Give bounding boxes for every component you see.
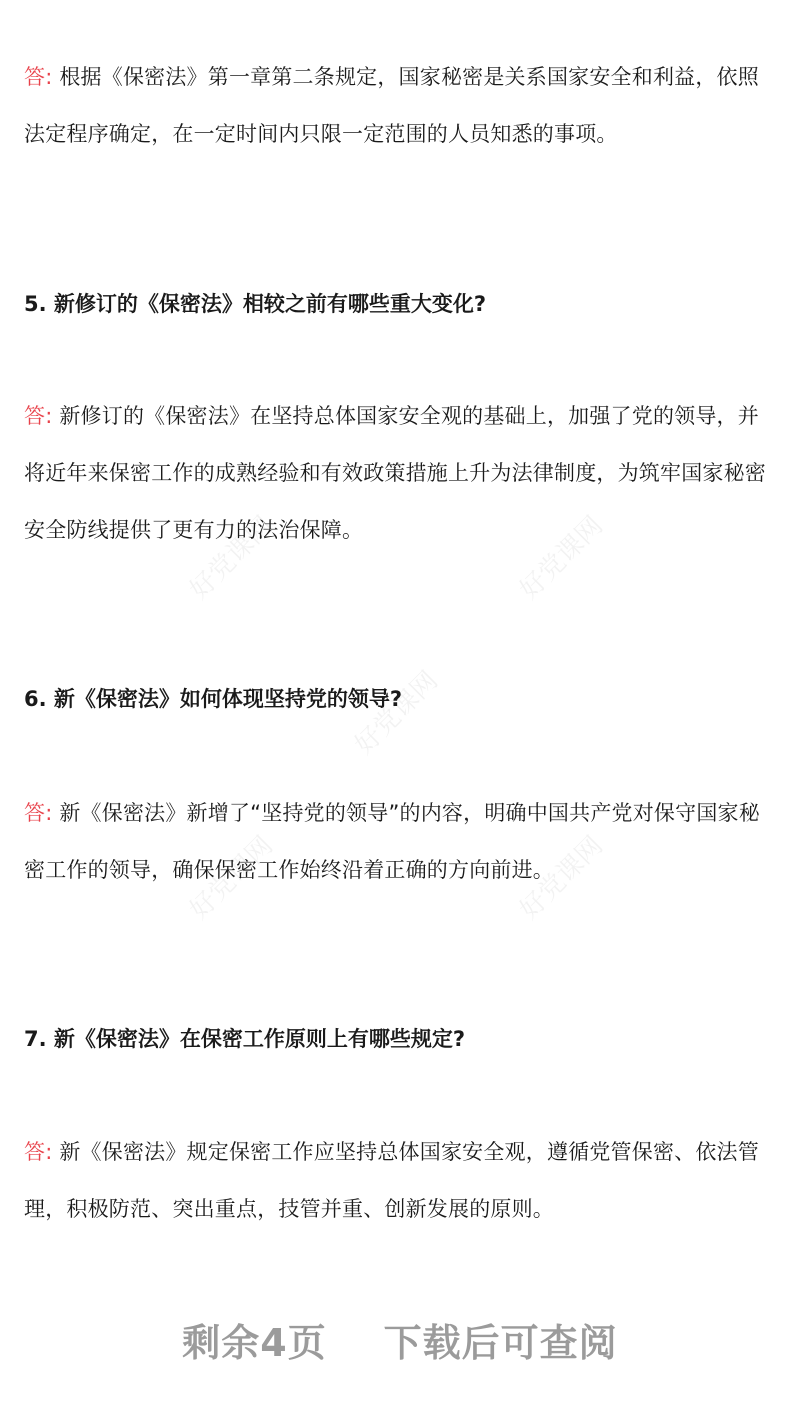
remaining-pages-notice — [0, 1312, 800, 1368]
watermark: 好党课网 — [184, 510, 280, 606]
answer-paragraph — [24, 1124, 776, 1238]
answer-label: 答: — [24, 1140, 53, 1164]
answer-text: 新《保密法》规定保密工作应坚持总体国家安全观，遵循党管保密、依法管理，积极防范、突出重点，技管并重、创新发展的原则。 — [24, 1140, 759, 1221]
remaining-pages-label: 剩余4页 — [182, 1321, 327, 1365]
answer-text: 新《保密法》新增了“坚持党的领导”的内容，明确中国共产党对保守国家秘密工作的领导，确保保密工作始终沿着正确的方向前进。 — [24, 801, 760, 882]
question-heading: 7. 新《保密法》在保密工作原则上有哪些规定? — [24, 1027, 466, 1051]
answer-paragraph — [24, 49, 776, 163]
answer-text: 根据《保密法》第一章第二条规定，国家秘密是关系国家安全和利益，依照法定程序确定，在一定时间内只限一定范围的人员知悉的事项。 — [24, 65, 759, 146]
watermark: 好党课网 — [349, 665, 445, 761]
question-heading: 6. 新《保密法》如何体现坚持党的领导? — [24, 687, 403, 711]
answer-label: 答: — [24, 65, 53, 89]
answer-text: 新修订的《保密法》在坚持总体国家安全观的基础上，加强了党的领导，并将近年来保密工作的成熟经验和有效政策措施上升为法律制度，为筑牢国家秘密安全防线提供了更有力的法治保障。 — [24, 404, 766, 542]
watermark: 好党课网 — [184, 830, 280, 926]
download-hint-label: 下载后可查阅 — [383, 1321, 618, 1365]
question-heading: 5. 新修订的《保密法》相较之前有哪些重大变化? — [24, 292, 487, 316]
answer-paragraph — [24, 785, 776, 899]
answer-label: 答: — [24, 801, 53, 825]
watermark: 好党课网 — [514, 510, 610, 606]
answer-paragraph — [24, 388, 776, 559]
answer-label: 答: — [24, 404, 53, 428]
watermark: 好党课网 — [514, 830, 610, 926]
